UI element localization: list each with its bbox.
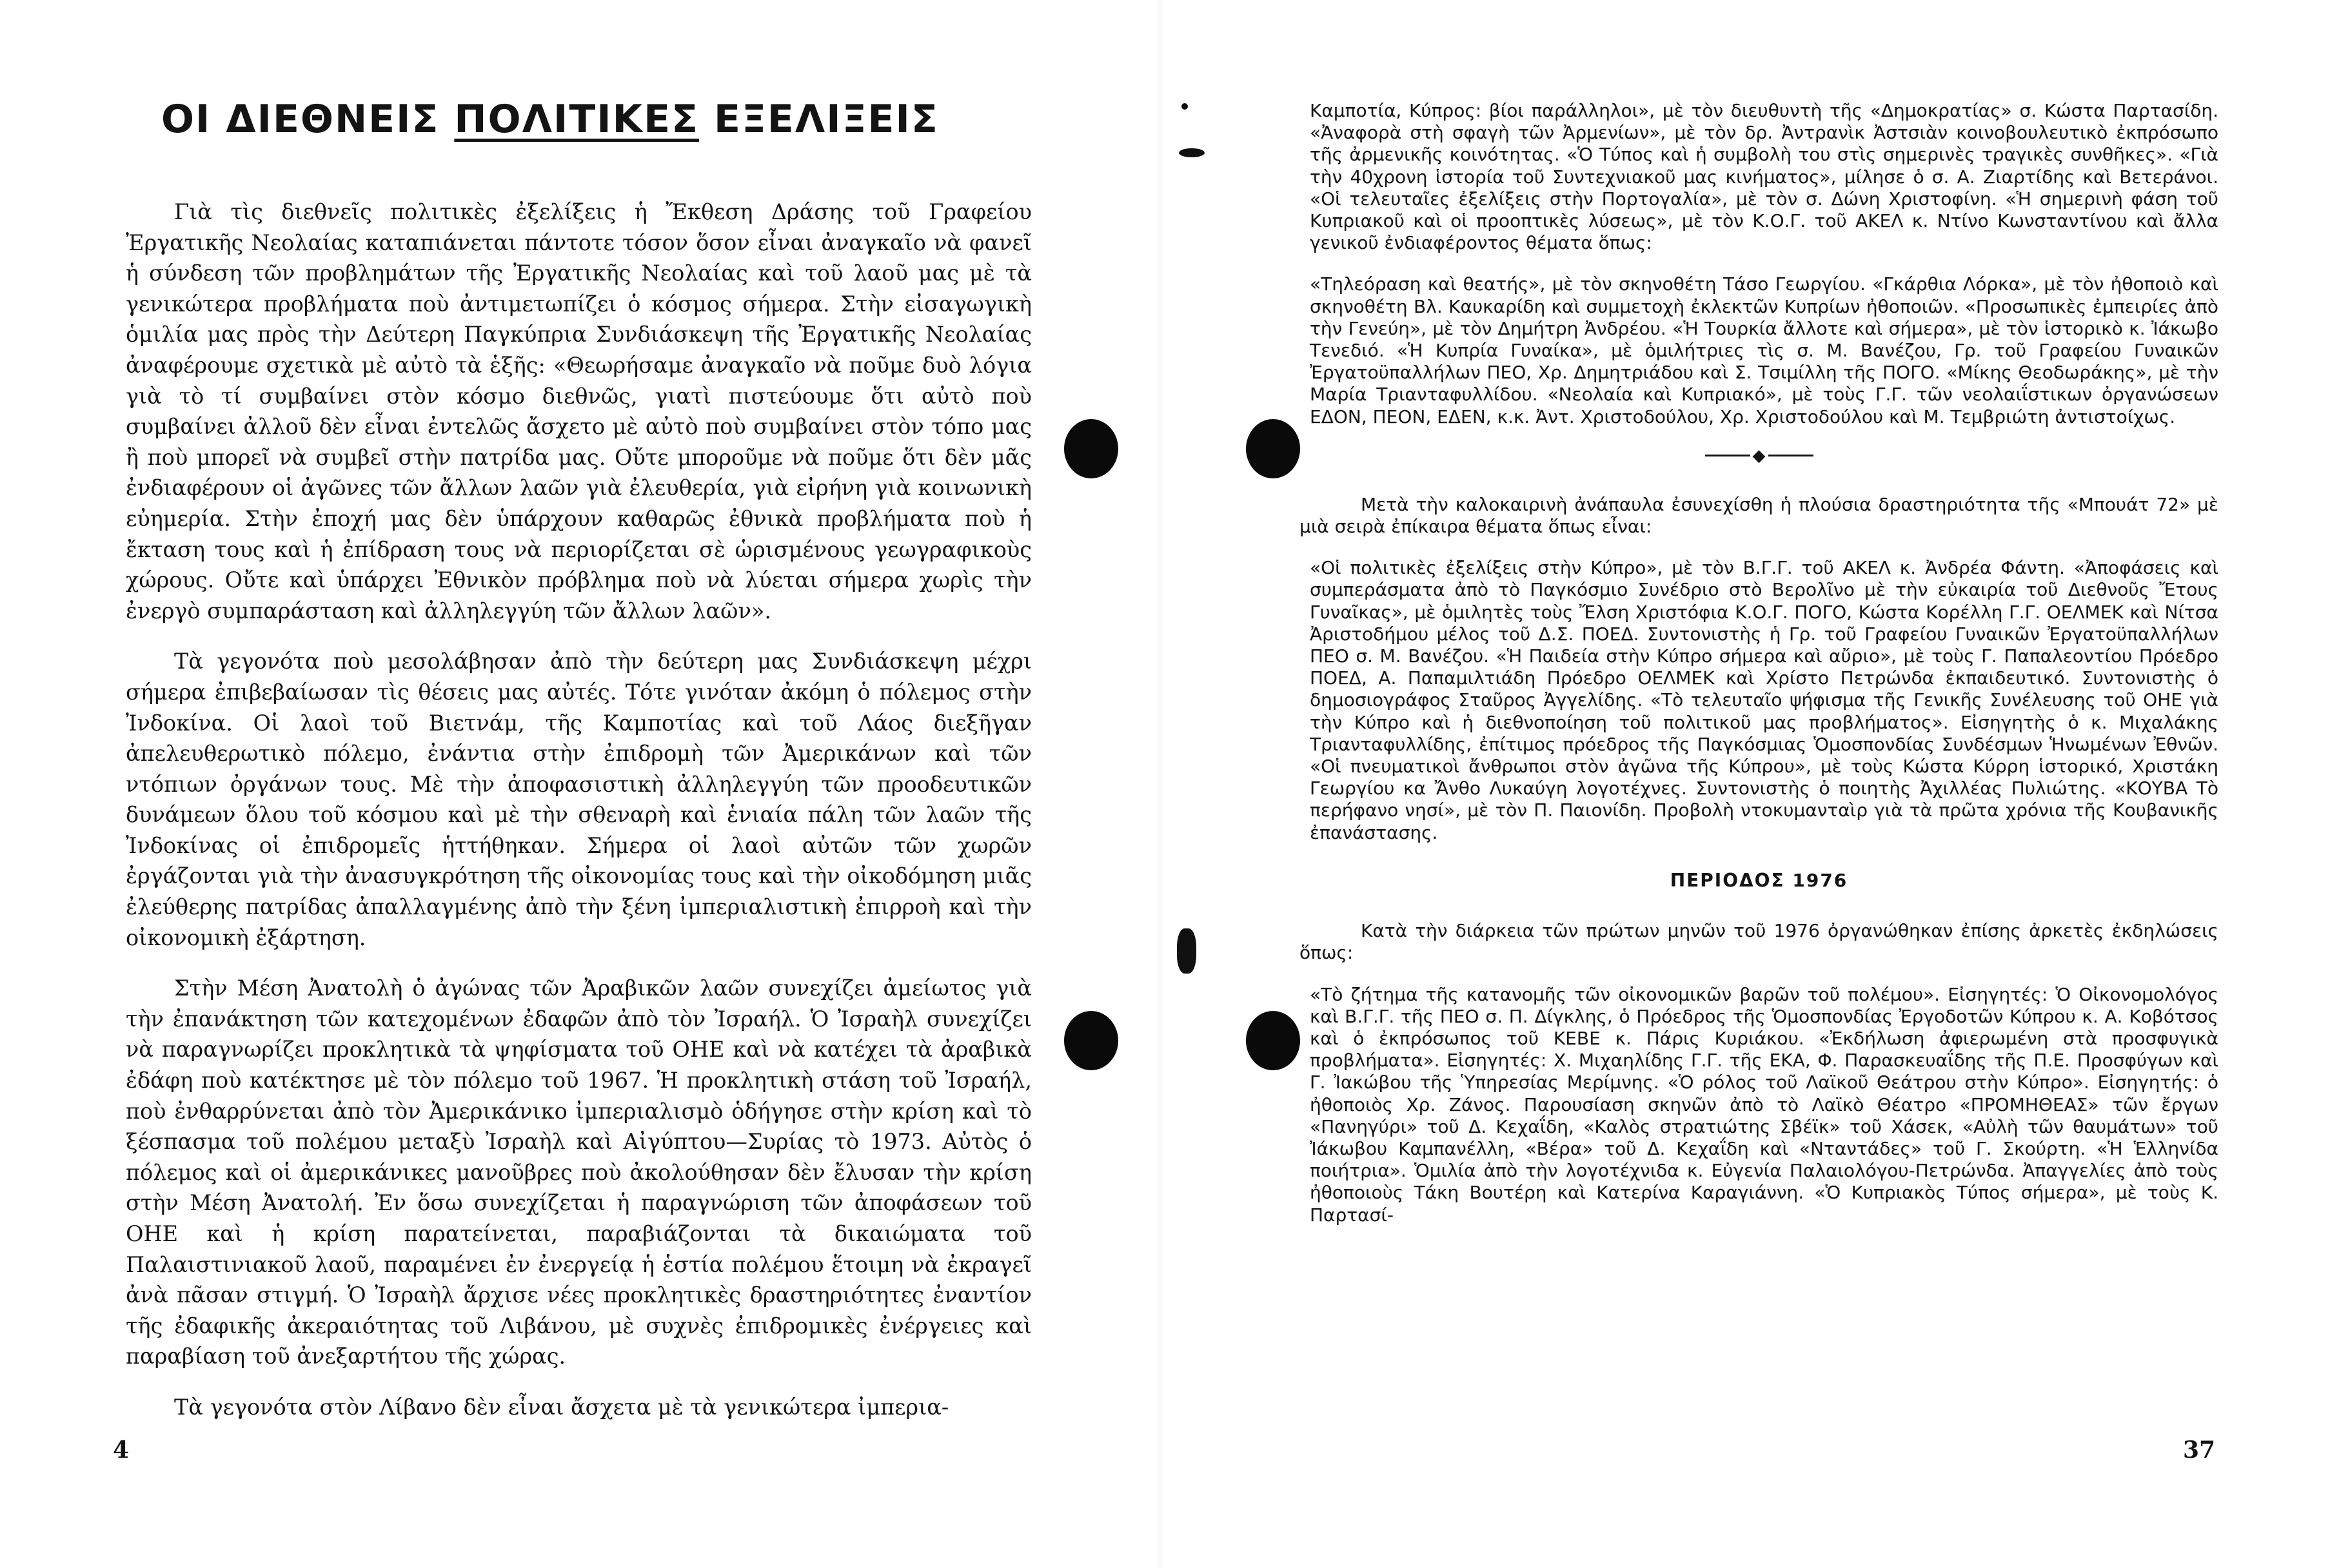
divider-line <box>1705 455 1750 456</box>
title-word-1: ΟΙ ΔΙΕΘΝΕΙΣ <box>161 97 440 142</box>
divider-line <box>1768 455 1813 456</box>
title-word-3: ΕΞΕΛΙΞΕΙΣ <box>713 97 939 142</box>
right-paragraph-4: «Οἱ πολιτικὲς ἐξελίξεις στὴν Κύπρο», μὲ τὸν Β.Γ.Γ. τοῦ ΑΚΕΛ κ. Ἀνδρέα Φάντη. «Ἀποφάσεις καὶ συμπεράσματα ἀπὸ τὸ Παγκόσμιο Συνέδριο στὸ Βερολῖνο μὲ τὴν εὐκαιρία τοῦ Διεθνοῦς Ἔτους Γυναῖκας», μὲ ὁμιλητὲς τοὺς Ἔλση Χριστόφια Κ.Ο.Γ. ΠΟΓΟ, Κώστα Κορέλλη Γ.Γ. ΟΕΛΜΕΚ καὶ Νίτσα Ἀριστοδήμου μέλος τοῦ Δ.Σ. ΠΟΕΔ. Συντονιστὴς ἡ Γρ. τοῦ Γραφείου Γυναικῶν Ἐργατοϋπαλλήλων ΠΕΟ σ. Μ. Βανέζου. «Ἡ Παιδεία στὴν Κύπρο σήμερα καὶ αὔριο», μὲ τοὺς Γ. Παπαλεοντίου Πρόεδρο ΠΟΕΔ, Α. Παπαμιλτιάδη Πρόεδρο ΟΕΛΜΕΚ καὶ Χρίστο Πετρώνδα ἐκπαιδευτικό. Συντονιστὴς ὁ δημοσιογράφος Σταῦρος Ἀγγελίδης. «Τὸ τελευταῖο ψήφισμα τῆς Γενικῆς Συνέλευσης τοῦ ΟΗΕ γιὰ τὴν Κύπρο καὶ ἡ διεθνοποίηση τοῦ πολιτικοῦ μας προβλήματος». Εἰσηγητὴς ὁ κ. Μιχαλάκης Τριανταφυλλίδης, ἐπίτιμος πρόεδρος τῆς Παγκόσμιας Ὁμοσπονδίας Συνδέσμων Ἡνωμένων Ἐθνῶν. «Οἱ πνευματικοὶ ἄνθρωποι στὸν ἀγῶνα τῆς Κύπρου», μὲ τοὺς Κώστα Κύρρη ἱστορικό, Χριστάκη Γεωργίου κα Ἄνθο Λυκαύγη λογοτέχνες. Συντονιστὴς ὁ ποιητὴς Ἀχιλλέας Πυλιώτης. «ΚΟΥΒΑ Τὸ περήφανο νησί», μὲ τὸν Π. Παιονίδη. Προβολὴ ντοκυμανταὶρ γιὰ τὰ πρῶτα χρόνια τῆς Κουβανικῆς ἐπανάστασης. <box>1310 557 2218 843</box>
left-page-number: 4 <box>113 1436 130 1464</box>
binder-hole <box>1064 419 1118 478</box>
binder-hole <box>1246 1011 1300 1070</box>
left-paragraph-1: Γιὰ τὶς διεθνεῖς πολιτικὲς ἐξελίξεις ἡ Ἔκθεση Δράσης τοῦ Γραφείου Ἐργατικῆς Νεολαίας καταπιάνεται πάντοτε τόσον ὅσον εἶναι ἀναγκαῖο νὰ φανεῖ ἡ σύνδεση τῶν προβλημάτων τῆς Ἐργατικῆς Νεολαίας καὶ τοῦ λαοῦ μας μὲ τὰ γενικώτερα προβλήματα ποὺ ἀντιμετωπίζει ὁ κόσμος σήμερα. Στὴν εἰσαγωγικὴ ὁμιλία μας πρὸς τὴν Δεύτερη Παγκύπρια Συνδιάσκεψη τῆς Ἐργατικῆς Νεολαίας ἀναφέρουμε σχετικὰ μὲ αὐτὸ τὰ ἑξῆς: «Θεωρήσαμε ἀναγκαῖο νὰ ποῦμε δυὸ λόγια γιὰ τὸ τί συμβαίνει στὸν κόσμο διεθνῶς, γιατὶ πιστεύουμε ὅτι αὐτὸ ποὺ συμβαίνει ἀλλοῦ δὲν εἶναι ἐντελῶς ἄσχετο μὲ αὐτὸ ποὺ συμβαίνει στὸν τόπο μας ἢ ποὺ μπορεῖ νὰ συμβεῖ στὴν πατρίδα μας. Οὔτε μποροῦμε νὰ ποῦμε ὅτι δὲν μᾶς ἐνδιαφέρουν οἱ ἀγῶνες τῶν ἄλλων λαῶν γιὰ ἐλευθερία, γιὰ εἰρήνη γιὰ κοινωνικὴ εὐημερία. Στὴν ἐποχή μας δὲν ὑπάρχουν καθαρῶς ἐθνικὰ προβλήματα ποὺ ἡ ἔκταση τους καὶ ἡ ἐπίδραση τους νὰ περιορίζεται σὲ ὡρισμένους γεωγραφικοὺς χώρους. Οὔτε καὶ ὑπάρχει Ἐθνικὸν πρόβλημα ποὺ νὰ λύεται σήμερα χωρὶς τὴν ἐνεργὸ συμπαράσταση καὶ ἀλληλεγγύη τῶν ἄλλων λαῶν». <box>126 199 1032 623</box>
section-divider <box>1299 447 2218 464</box>
binder-hole <box>1246 419 1300 478</box>
left-page <box>0 0 1154 1568</box>
left-paragraph-2: Τὰ γεγονότα ποὺ μεσολάβησαν ἀπὸ τὴν δεύτερη μας Συνδιάσκεψη μέχρι σήμερα ἐπιβεβαίωσαν τὶς θέσεις μας αὐτές. Τότε γινόταν ἀκόμη ὁ πόλεμος στὴν Ἰνδοκίνα. Οἱ λαοὶ τοῦ Βιετνάμ, τῆς Καμποτίας καὶ τοῦ Λάος διεξῆγαν ἀπελευθερωτικὸ πόλεμο, ἐνάντια στὴν ἐπιδρομὴ τῶν Ἀμερικάνων καὶ τῶν ντόπιων ὀργάνων τους. Μὲ τὴν ἀποφασιστικὴ ἀλληλεγγύη τῶν προοδευτικῶν δυνάμεων ὅλου τοῦ κόσμου καὶ μὲ τὴν σθεναρὴ καὶ ἑνιαία πάλη τῶν λαῶν τῆς Ἰνδοκίνας οἱ ἐπιδρομεῖς ἡττήθηκαν. Σήμερα οἱ λαοὶ αὐτῶν τῶν χωρῶν ἐργάζονται γιὰ τὴν ἀνασυγκρότηση τῆς οἰκονομίας τους καὶ τὴν οἰκοδόμηση μιᾶς ἐλεύθερης πατρίδας ἀπαλλαγμένης ἀπὸ τὴν ξένη ἰμπεριαλιστικὴ ἐπιρροὴ καὶ τὴν οἰκονομικὴ ἐξάρτηση. <box>126 649 1032 950</box>
right-page-number: 37 <box>2183 1436 2216 1464</box>
section-heading: ΠΕΡΙΟΔΟΣ 1976 <box>1670 869 1848 891</box>
right-paragraph-5: Κατὰ τὴν διάρκεια τῶν πρώτων μηνῶν τοῦ 1976 ὀργανώθηκαν ἐπίσης ἀρκετὲς ἐκδηλώσεις ὅπως: <box>1299 920 2218 964</box>
right-paragraph-2: «Τηλεόραση καὶ θεατής», μὲ τὸν σκηνοθέτη Τάσο Γεωργίου. «Γκάρθια Λόρκα», μὲ τὸν ἠθοποιὸ καὶ σκηνοθέτη Βλ. Καυκαρίδη καὶ συμμετοχὴ ἐκλεκτῶν Κυπρίων ἠθοποιῶν. «Προσωπικὲς ἐμπειρίες ἀπὸ τὴν Γενεύη», μὲ τὸν Δημήτρη Ἀνδρέου. «Ἡ Τουρκία ἄλλοτε καὶ σήμερα», μὲ τὸν ἱστορικὸ κ. Ἰάκωβο Τενεδιό. «Ἡ Κυπρία Γυναίκα», μὲ ὁμιλήτριες τὶς σ. Μ. Βανέζου, Γρ. τοῦ Γραφείου Γυναικῶν Ἐργατοϋπαλλήλων ΠΕΟ, Χρ. Δημητριάδου καὶ Σ. Τσιμίλλη τῆς ΠΟΓΟ. «Μίκης Θεοδωράκης», μὲ τὴν Μαρία Τριανταφυλλίδου. «Νεολαία καὶ Κυπριακό», μὲ τοὺς Γ.Γ. τῶν νεολαιΐστικων ὀργανώσεων ΕΔΟΝ, ΠΕΟΝ, ΕΔΕΝ, κ.κ. Ἀντ. Χριστοδούλου, Χρ. Χριστοδούλου καὶ Μ. Τεμβριώτη ἀντιστοίχως. <box>1310 273 2218 427</box>
right-paragraph-1: Καμποτία, Κύπρος: βίοι παράλληλοι», μὲ τὸν διευθυντὴ τῆς «Δημοκρατίας» σ. Κώστα Παρτασίδη. «Ἀναφορὰ στὴ σφαγὴ τῶν Ἀρμενίων», μὲ τὸν δρ. Ἀντρανὶκ Ἀστσιὰν κοινοβουλευτικὸ ἐκπρόσωπο τῆς ἀρμενικῆς κοινότητας. «Ὁ Τύπος καὶ ἡ συμβολὴ του στὶς σημερινὲς τραγικὲς συνθῆκες». «Γιὰ τὴν 40χρονη ἱστορία τοῦ Συντεχνιακοῦ μας κινήματος», μίλησε ὁ σ. Α. Ζιαρτίδης καὶ Βετεράνοι. «Οἱ τελευταῖες ἐξελίξεις στὴν Πορτογαλία», μὲ τὸν σ. Δώνη Χριστοφίνη. «Ἡ σημερινὴ φάση τοῦ Κυπριακοῦ καὶ οἱ προοπτικὲς λύσεως», μὲ τὸν Κ.Ο.Γ. τοῦ ΑΚΕΛ κ. Ντίνο Κωνσταντίνου καὶ ἄλλα γενικοῦ ἐνδιαφέροντος θέματα ὅπως: <box>1310 100 2218 254</box>
binder-hole <box>1064 1011 1118 1070</box>
left-paragraph-4: Τὰ γεγονότα στὸν Λίβανο δὲν εἶναι ἄσχετα μὲ τὰ γενικώτερα ἰμπερια- <box>174 1394 949 1420</box>
title-word-2: ΠΟΛΙΤΙΚΕΣ <box>454 97 700 142</box>
right-paragraph-3: Μετὰ τὴν καλοκαιρινὴ ἀνάπαυλα ἐσυνεχίσθη ἡ πλούσια δραστηριότητα τῆς «Μπουάτ 72» μὲ μιὰ σειρὰ ἐπίκαιρα θέματα ὅπως εἶναι: <box>1299 493 2218 538</box>
divider-diamond-icon: ◆ <box>1752 446 1766 466</box>
left-text-column <box>126 197 1032 1443</box>
right-text-column <box>1299 100 2218 1246</box>
right-paragraph-6: «Τὸ ζήτημα τῆς κατανομῆς τῶν οἰκονομικῶν βαρῶν τοῦ πολέμου». Εἰσηγητές: Ὁ Οἰκονομολόγος καὶ Β.Γ.Γ. τῆς ΠΕΟ σ. Π. Δίγκλης, ὁ Πρόεδρος τῆς Ὁμοσπονδίας Ἐργοδοτῶν Κύπρου κ. Α. Κοβότσος καὶ ὁ ἐκπρόσωπος τοῦ ΚΕΒΕ κ. Πάρις Κυριάκου. «Ἐκδήλωση ἀφιερωμένη στὰ προσφυγικὰ προβλήματα». Εἰσηγητές: Χ. Μιχαηλίδης Γ.Γ. τῆς ΕΚΑ, Φ. Παρασκευαΐδης τῆς Π.Ε. Προσφύγων καὶ Γ. Ἰακώβου τῆς Ὑπηρεσίας Μερίμνης. «Ὁ ρόλος τοῦ Λαϊκοῦ Θεάτρου στὴν Κύπρο». Εἰσηγητής: ὁ ἠθοποιὸς Χρ. Ζάνος. Παρουσίαση σκηνῶν ἀπὸ τὸ Λαϊκὸ Θέατρο «ΠΡΟΜΗΘΕΑΣ» τῶν ἔργων «Πανηγύρι» τοῦ Δ. Κεχαΐδη, «Καλὸς στρατιώτης Σβέϊκ» τοῦ Χάσεκ, «Αὐλὴ τῶν θαυμάτων» τοῦ Ἰάκωβου Καμπανέλλη, «Βέρα» τοῦ Δ. Κεχαΐδη καὶ «Νταντάδες» τοῦ Γ. Σκούρτη. «Ἡ Ἑλληνίδα ποιήτρια». Ὁμιλία ἀπὸ τὴν λογοτέχνιδα κ. Εὐγενία Παλαιολόγου-Πετρώνδα. Ἀπαγγελίες ἀπὸ τοὺς ἠθοποιοὺς Τάκη Βουτέρη καὶ Κατερίνα Καραγιάννη. «Ὁ Κυπριακὸς Τύπος σήμερα», μὲ τοὺς Κ. Παρτασί- <box>1310 983 2218 1226</box>
left-paragraph-3: Στὴν Μέση Ἀνατολὴ ὁ ἀγώνας τῶν Ἀραβικῶν λαῶν συνεχίζει ἀμείωτος γιὰ τὴν ἐπανάκτηση τῶν κατεχομένων ἐδαφῶν ἀπὸ τὸν Ἰσραήλ. Ὁ Ἰσραὴλ συνεχίζει νὰ παραγνωρίζει προκλητικὰ τὰ ψηφίσματα τοῦ ΟΗΕ καὶ νὰ κατέχει τὰ ἀραβικὰ ἐδάφη ποὺ κατέκτησε μὲ τὸν πόλεμο τοῦ 1967. Ἡ προκλητικὴ στάση τοῦ Ἰσραήλ, ποὺ ἐνθαρρύνεται ἀπὸ τὸν Ἀμερικάνικο ἰμπεριαλισμὸ ὁδήγησε στὴν κρίση καὶ τὸ ξέσπασμα τοῦ πολέμου μεταξὺ Ἰσραὴλ καὶ Αἰγύπτου—Συρίας τὸ 1973. Αὐτὸς ὁ πόλεμος καὶ οἱ ἀμερικάνικες μανοῦβρες ποὺ ἀκολούθησαν δὲν ἔλυσαν τὴν κρίση στὴν Μέση Ἀνατολή. Ἐν ὅσω συνεχίζεται ἡ παραγνώριση τῶν ἀποφάσεων τοῦ ΟΗΕ καὶ ἡ κρίση παρατείνεται, παραβιάζονται τὰ δικαιώματα τοῦ Παλαιστινιακοῦ λαοῦ, παραμένει ἐν ἐνεργείᾳ ἡ ἑστία πολέμου ἕτοιμη νὰ ἐκραγεῖ ἀνὰ πᾶσαν στιγμή. Ὁ Ἰσραὴλ ἄρχισε νέες προκλητικὲς δραστηριότητες ἐναντίον τῆς ἐδαφικῆς ἀκεραιότητας τοῦ Λιβάνου, μὲ συχνὲς ἐπιδρομικὲς ἐνέργειες καὶ παραβίαση τοῦ ἀνεξαρτήτου τῆς χώρας. <box>126 975 1032 1369</box>
page-title <box>161 97 1000 142</box>
